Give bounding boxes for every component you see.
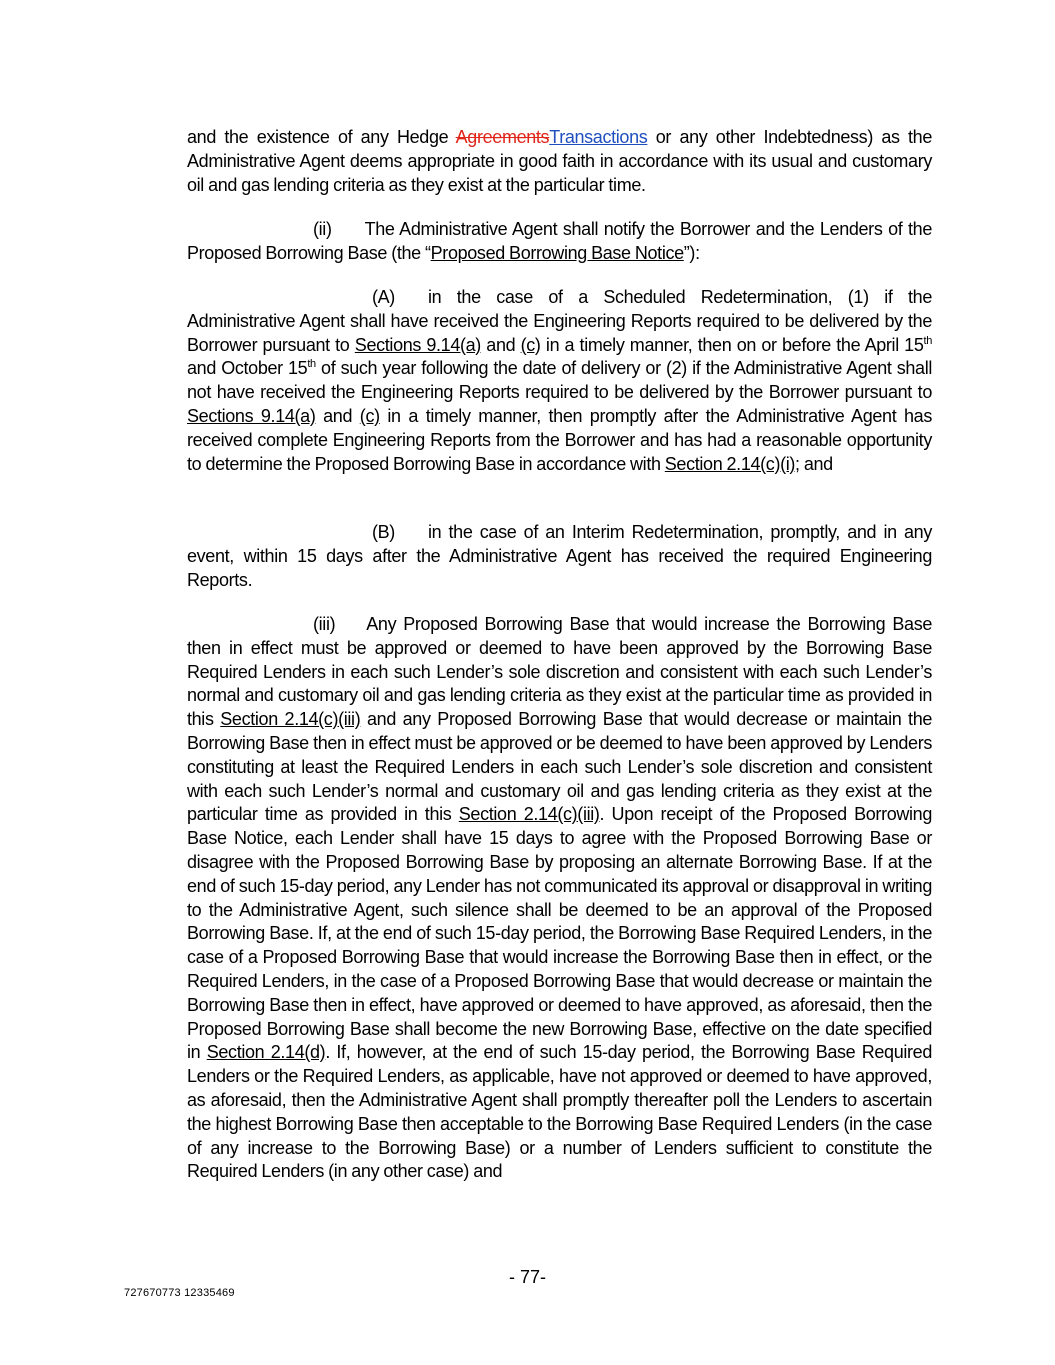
paragraph-hedge-continuation <box>187 126 932 197</box>
paragraph-ii <box>187 218 932 266</box>
deleted-text: Agreements <box>455 127 550 147</box>
text-run: in a timely manner, then on or before the April 15 <box>540 334 924 355</box>
text-run: in the case of a Scheduled Redetermination, (1) if the Administrative Agent shall have received the Engineering Reports required to be delivered by the Borrower pursuant to <box>187 287 932 355</box>
text-run: and any Proposed Borrowing Base that would decrease or maintain the Borrowing Base then in effect must be approved or be deemed to have been approved by Lenders constituting at least the Required Lenders in each such Lender’s sole discretion and consistent with each such Lender’s normal and customary oil and gas lending criteria as they exist at the particular time as provided in this <box>187 709 933 825</box>
inserted-text: Transactions <box>549 127 648 147</box>
text-run: Any Proposed Borrowing Base that would increase the Borrowing Base then in effect must be approved or deemed to have been approved by the Borrowing Base Required Lenders in each such Lender’s sole discretion and consistent with each such Lender’s normal and customary oil and gas lending criteria as they exist at the particular time as provided in this <box>187 614 932 730</box>
paragraph-B <box>187 521 932 592</box>
text-run: ”): <box>683 242 700 263</box>
section-reference: (c) <box>359 405 380 426</box>
superscript: th <box>923 334 932 347</box>
text-run: and <box>315 405 360 426</box>
section-reference: Sections 9.14(a) <box>187 405 316 426</box>
text-run: ; and <box>795 453 833 474</box>
section-reference: Section 2.14(c)(i) <box>664 453 796 474</box>
text-run: and <box>480 334 521 355</box>
section-reference: (c) <box>520 334 541 355</box>
text-run: . Upon receipt of the Proposed Borrowing Base Notice, each Lender shall have 15 days to agree with the Proposed Borrowing Base or disagree with the Proposed Borrowing Base by proposing an alternate Borrowing Base. If at the end of such 15-day period, any Lender has not communicated its approval or disapproval in writing to the Administrative Agent, such silence shall be deemed to be an approval of the Proposed Borrowing Base. If, at the end of such 15-day period, the Borrowing Base Required Lenders, in the case of a Proposed Borrowing Base that would increase the Borrowing Base then in effect, or the Required Lenders, in the case of a Proposed Borrowing Base that would decrease or maintain the Borrowing Base then in effect, have approved or deemed to have approved, as aforesaid, then the Proposed Borrowing Base shall become the new Borrowing Base, effective on the date specified in <box>187 804 932 1063</box>
clause-number: (B) <box>372 522 395 542</box>
text-run: or any other Indebtedness) as the Administrative Agent deems appropriate in good faith in accordance with its usual and customary oil and gas lending criteria as they exist at the particular time. <box>187 127 932 195</box>
text-run: in a timely manner, then promptly after the Administrative Agent has received complete Engineering Reports from the Borrower and has had a reasonable opportunity to determine the Proposed Borrowing Base in accordance with <box>187 405 932 474</box>
paragraph-iii <box>187 613 932 1184</box>
clause-number: (ii) <box>313 219 332 239</box>
text-run: of such year following the date of delivery or (2) if the Administrative Agent shall not have received the Engineering Reports required to be delivered by the Borrower pursuant to <box>187 358 932 403</box>
document-id: 727670773 12335469 <box>124 1287 235 1299</box>
text-run: and October 15 <box>187 358 308 379</box>
defined-term: Proposed Borrowing Base Notice <box>430 242 684 263</box>
text-run: and the existence of any Hedge <box>187 127 456 147</box>
clause-number: (iii) <box>313 614 336 634</box>
section-reference: Sections 9.14(a) <box>354 334 481 355</box>
section-reference: Section 2.14(c)(iii) <box>458 804 600 825</box>
text-run: in the case of an Interim Redetermination, promptly, and in any event, within 15 days after the Administrative Agent has received the required Engineering Reports. <box>187 522 932 590</box>
clause-number: (A) <box>372 287 395 307</box>
text-run: . If, however, at the end of such 15-day period, the Borrowing Base Required Lenders or the Required Lenders, as applicable, have not approved or deemed to have approved, as aforesaid, then the Administrative Agent shall promptly thereafter poll the Lenders to ascertain the highest Borrowing Base then acceptable to the Borrowing Base Required Lenders (in the case of any increase to the Borrowing Base) or a number of Lenders sufficient to constitute the Required Lenders (in any other case) and <box>187 1042 932 1182</box>
text-run: The Administrative Agent shall notify the Borrower and the Lenders of the Proposed Borrowing Base (the “ <box>187 219 932 263</box>
page-number: - 77- <box>508 1267 546 1287</box>
section-reference: Section 2.14(c)(iii) <box>220 709 361 730</box>
paragraph-A <box>187 286 932 476</box>
section-reference: Section 2.14(d) <box>206 1042 326 1063</box>
superscript: th <box>307 358 316 371</box>
